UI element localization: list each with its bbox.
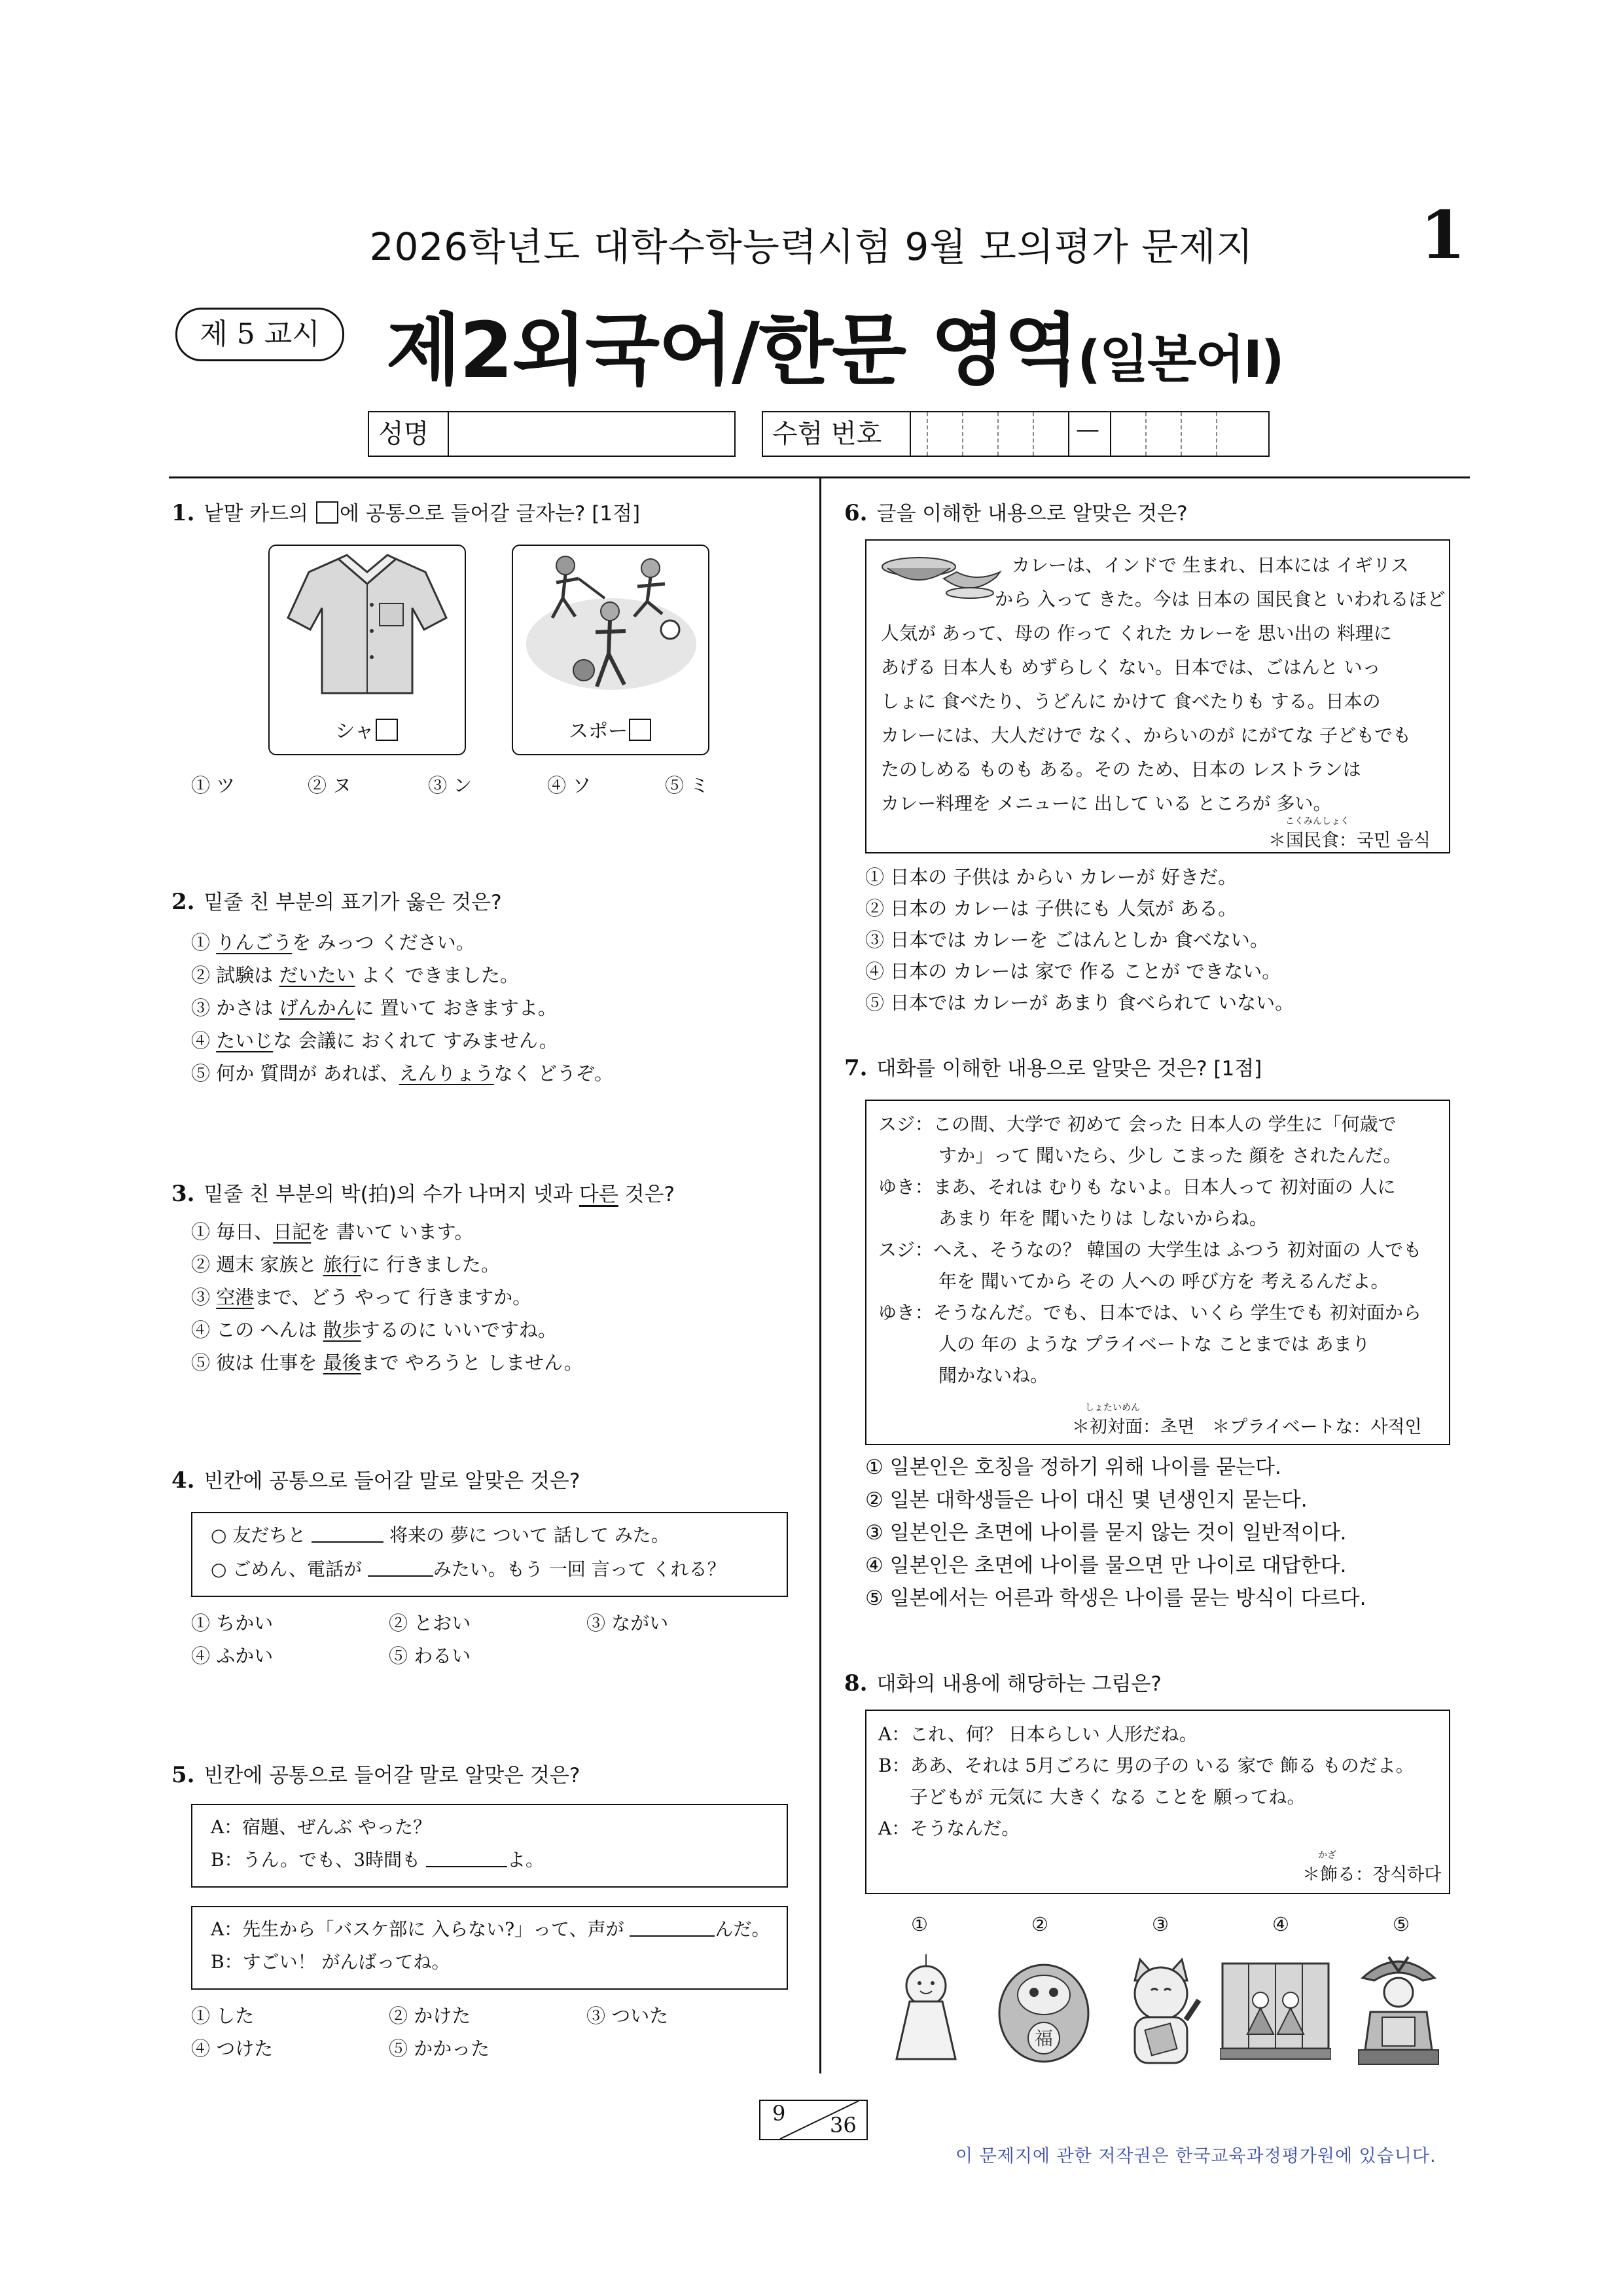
q2-option-2[interactable] (191, 962, 519, 988)
daruma-icon[interactable] (995, 1954, 1093, 2066)
footnote: ＊初対面：초면 ＊プライベートな：사적인 (1072, 1417, 1422, 1437)
dialogue-text: 聞かないね。 (938, 1365, 1049, 1386)
option-text: を みっつ ください。 (292, 931, 475, 954)
question-number: 1. (171, 500, 195, 526)
page-total: 36 (830, 2113, 857, 2138)
context-text: みたい。もう 一回 言って くれる？ (433, 1558, 726, 1580)
question-8 (844, 1669, 1162, 1698)
dialogue-text: まあ、それは むりも ないよ。日本人って 初対面の 人に (933, 1176, 1396, 1198)
underlined-text: だいたい (279, 964, 355, 986)
q3-option-5[interactable] (191, 1350, 583, 1376)
q5-option-1[interactable]: ① した (191, 2005, 255, 2027)
option-text: よく できました。 (355, 964, 519, 986)
answer-blank (312, 1541, 383, 1543)
number-cell (962, 412, 963, 456)
option-text: ② 週末 家族と (191, 1253, 323, 1276)
context-text: B：すごい！ がんばってね。 (211, 1951, 450, 1973)
q1-option-2[interactable]: ② ヌ (308, 774, 352, 797)
context-text: よ。 (507, 1849, 544, 1871)
q3-option-2[interactable] (191, 1251, 500, 1278)
q6-option-1[interactable]: ① 日本の 子供は からい カレーが 好きだ。 (865, 866, 1238, 888)
option-text: に 置いて おきますよ。 (355, 997, 557, 1019)
q5-option-2[interactable]: ② かけた (389, 2005, 471, 2027)
number-cell (1110, 412, 1111, 456)
ruby-text: しょたいめん (1085, 1403, 1140, 1413)
question-prompt: 밑줄 친 부분의 박(拍)의 수가 나머지 넷과 (204, 1183, 579, 1206)
passage-line: から 入って きた。今は 日本の 国民食と いわれるほど (995, 588, 1446, 610)
q4-context-box (191, 1512, 788, 1597)
underlined-text: 散歩 (323, 1319, 361, 1341)
footnote: ＊国民食：국민 음식 (1268, 831, 1431, 851)
option-text: ④ この へんは (191, 1319, 323, 1341)
context-text: A：宿題、ぜんぶ やった？ (211, 1816, 432, 1838)
underlined-text: 旅行 (323, 1253, 361, 1276)
option-text: ③ (191, 1286, 217, 1308)
number-cell (1033, 412, 1034, 456)
passage-line: あげる 日本人も めずらしく ない。日本では、ごはんと いっ (881, 656, 1381, 678)
question-7 (844, 1054, 1262, 1083)
ruby-text: かざ (1318, 1850, 1336, 1861)
daruma-character: 福 (1034, 2028, 1054, 2049)
option-text: まで やろうと しません。 (361, 1352, 583, 1374)
passage-line: カレーは、インドで 生まれ、日本には イギリス (1012, 554, 1409, 576)
question-number: 7. (844, 1055, 868, 1081)
option-text: に 行きました。 (361, 1253, 500, 1276)
number-cell (997, 412, 999, 456)
underlined-text: たいじ (216, 1030, 274, 1052)
question-number: 3. (171, 1181, 195, 1207)
q4-option-4[interactable]: ④ ふかい (191, 1645, 274, 1667)
dialogue-text: そうなんだ。でも、日本では、いくら 学生でも 初対面から (933, 1302, 1421, 1323)
speaker: A： (878, 1818, 910, 1839)
dialogue-text: へえ、そうなの？ 韓国の 大学生は ふつう 初対面の 人でも (933, 1239, 1422, 1261)
q6-option-5[interactable]: ⑤ 日本では カレーが あまり 食べられて いない。 (865, 992, 1294, 1014)
name-field[interactable] (368, 411, 736, 457)
sports-players-icon (513, 546, 708, 709)
number-cell (1068, 412, 1069, 456)
q7-option-2[interactable]: ② 일본 대학생들은 나이 대신 몇 년생인지 묻는다. (865, 1488, 1308, 1512)
exam-number-label: 수험 번호 (763, 412, 911, 456)
speaker: A： (878, 1723, 910, 1745)
option-text: ④ (191, 1030, 217, 1052)
speaker: ゆき： (878, 1302, 934, 1323)
samurai-doll-icon[interactable] (1349, 1952, 1448, 2068)
q8-choice-label: ① (911, 1913, 928, 1935)
teru-teru-bozu-icon[interactable] (883, 1954, 969, 2066)
q1-option-3[interactable]: ③ ン (428, 774, 473, 797)
number-cell (927, 412, 928, 456)
dialogue-text: 子どもが 元気に 大きく なる ことを 願ってね。 (910, 1786, 1306, 1808)
ruby-text: こくみんしょく (1285, 816, 1349, 827)
number-cell (1145, 412, 1147, 456)
question-6 (844, 499, 1188, 528)
question-number: 2. (171, 889, 195, 915)
subject-main: 제2외국어/한문 영역 (386, 305, 1078, 395)
question-prompt: 빈칸에 공통으로 들어갈 말로 알맞은 것은? (204, 1469, 580, 1493)
q5-context-box-2 (191, 1906, 788, 1990)
dialogue-text: すか」って 聞いたら、少し こまった 顔を されたんだ。 (938, 1145, 1402, 1166)
option-text: ⑤ 何か 質問が あれば、 (191, 1062, 399, 1085)
q7-dialogue-box (865, 1100, 1450, 1445)
option-text: ② 試験は (191, 964, 279, 986)
question-number: 4. (171, 1467, 195, 1494)
q4-option-5[interactable]: ⑤ わるい (389, 1645, 471, 1667)
dialogue-text: ああ、それは 5月ごろに 男の子の いる 家で 飾る ものだよ。 (910, 1755, 1414, 1776)
column-divider (819, 476, 821, 2073)
page-number: 9 (772, 2101, 786, 2126)
context-text: んだ。 (715, 1918, 770, 1940)
shirt-icon (270, 546, 465, 709)
passage-line: 人気が あって、母の 作って くれた カレーを 思い出の 料理に (881, 622, 1392, 644)
dialogue-text: これ、何？ 日本らしい 人形だね。 (910, 1723, 1198, 1745)
context-text: ○ 友だちと (211, 1524, 306, 1546)
question-prompt: 것은? (618, 1183, 675, 1206)
context-text: B：うん。でも、3時間も (211, 1849, 421, 1871)
q2-option-4[interactable] (191, 1028, 558, 1054)
card-label: シャ (335, 720, 374, 743)
q8-choice-label: ③ (1152, 1913, 1169, 1935)
q8-choice-label: ⑤ (1393, 1913, 1410, 1935)
number-cell (1181, 412, 1182, 456)
answer-blank (426, 1866, 507, 1867)
word-card-sports (512, 545, 709, 755)
name-label: 성명 (369, 412, 449, 456)
q3-option-3[interactable] (191, 1284, 531, 1310)
blank-square-icon (376, 719, 398, 741)
q2-option-3[interactable] (191, 995, 557, 1021)
q5-option-5[interactable]: ⑤ かかった (389, 2037, 490, 2060)
q2-option-1[interactable] (191, 929, 475, 956)
q7-option-4[interactable]: ④ 일본인은 초면에 나이를 물으면 만 나이로 대답한다. (865, 1554, 1347, 1577)
option-text: を 書いて います。 (311, 1221, 474, 1243)
question-prompt: 대화의 내용에 해당하는 그림은? (876, 1672, 1162, 1696)
q5-option-3[interactable]: ③ ついた (586, 2005, 669, 2027)
answer-blank (368, 1575, 433, 1577)
underlined-text: 日記 (273, 1221, 312, 1243)
question-4 (171, 1466, 580, 1496)
speaker: B： (878, 1755, 910, 1776)
exam-number-field[interactable] (762, 411, 1270, 457)
maneki-neko-icon[interactable] (1115, 1954, 1207, 2066)
passage-line: カレーには、大人だけで なく、からいのが にがてな 子どもでも (881, 725, 1412, 746)
q1-option-5[interactable]: ⑤ ミ (665, 774, 709, 797)
q8-choice-label: ④ (1272, 1913, 1289, 1935)
blank-square-icon (316, 501, 338, 524)
hina-dolls-icon[interactable] (1220, 1957, 1331, 2062)
q7-option-1[interactable]: ① 일본인은 호칭을 정하기 위해 나이를 묻는다. (865, 1456, 1281, 1479)
question-prompt: 에 공통으로 들어갈 글자는? [1점] (339, 502, 641, 526)
q4-option-2[interactable]: ② とおい (389, 1612, 471, 1634)
underlined-text: 空港 (216, 1286, 255, 1308)
question-1 (171, 499, 640, 528)
passage-line: カレー料理を メニューに 出して いる ところが 多い。 (881, 793, 1332, 814)
question-prompt-emphasis: 다른 (579, 1183, 618, 1206)
q4-option-3[interactable]: ③ ながい (586, 1612, 669, 1634)
speaker: スジ： (878, 1113, 934, 1135)
q6-option-2[interactable]: ② 日本の カレーは 子供にも 人気が ある。 (865, 897, 1238, 920)
dialogue-text: そうなんだ。 (910, 1818, 1020, 1839)
q6-option-4[interactable]: ④ 日本の カレーは 家で 作る ことが できない。 (865, 960, 1281, 982)
q8-choice-label: ② (1031, 1913, 1048, 1935)
question-prompt: 낱말 카드의 (204, 502, 309, 526)
q4-option-1[interactable]: ① ちかい (191, 1612, 274, 1634)
question-prompt: 빈칸에 공통으로 들어갈 말로 알맞은 것은? (204, 1764, 580, 1787)
exam-title: 2026학년도 대학수학능력시험 9월 모의평가 문제지 (369, 224, 1254, 269)
option-text: な 会議に おくれて すみません。 (273, 1030, 558, 1052)
context-text: 将来の 夢に ついて 話して みた。 (389, 1524, 669, 1546)
dialogue-text: あまり 年を 聞いたりは しないからね。 (938, 1208, 1268, 1229)
speaker: スジ： (878, 1239, 934, 1261)
number-dash: — (1076, 416, 1099, 443)
word-card-shirt (268, 545, 466, 755)
option-text: ① (191, 931, 217, 954)
q8-dialogue-box (865, 1710, 1450, 1894)
number-cell (1216, 412, 1217, 456)
dialogue-text: 人の 年の ような プライベートな ことまでは あまり (938, 1333, 1370, 1355)
question-3 (171, 1179, 675, 1209)
context-text: ○ ごめん、電話が (211, 1558, 363, 1580)
q6-option-3[interactable]: ③ 日本では カレーを ごはんとしか 食べない。 (865, 929, 1269, 951)
option-text: ③ かさは (191, 997, 279, 1019)
question-prompt: 밑줄 친 부분의 표기가 옳은 것은? (204, 891, 502, 914)
card-label: スポー (569, 720, 628, 743)
q1-option-4[interactable]: ④ ソ (547, 774, 592, 797)
q1-option-1[interactable]: ① ツ (191, 774, 236, 797)
underlined-text: げんかん (279, 997, 355, 1019)
option-text: するのに いいですね。 (361, 1319, 557, 1341)
q5-option-4[interactable]: ④ つけた (191, 2037, 274, 2060)
question-5 (171, 1761, 580, 1790)
copyright-notice: 이 문제지에 관한 저작권은 한국교육과정평가원에 있습니다. (955, 2146, 1436, 2166)
footnote: ＊飾る：장식하다 (1302, 1865, 1442, 1885)
underlined-text: えんりょう (399, 1062, 494, 1085)
passage-line: しょに 食べたり、うどんに かけて 食べたりも する。日本の (881, 691, 1381, 712)
dialogue-text: 年を 聞いてから その 人への 呼び方を 考えるんだよ。 (938, 1270, 1389, 1292)
question-prompt: 글을 이해한 내용으로 알맞은 것은? (876, 502, 1188, 526)
underlined-text: 最後 (323, 1352, 361, 1374)
curry-gravy-boat-icon (878, 552, 1003, 601)
speaker: ゆき： (878, 1176, 934, 1198)
q7-option-3[interactable]: ③ 일본인은 초면에 나이를 묻지 않는 것이 일반적이다. (865, 1521, 1347, 1545)
blank-square-icon (629, 719, 651, 741)
q6-passage-box (865, 539, 1450, 853)
option-text: ① 毎日、 (191, 1221, 274, 1243)
question-number: 5. (171, 1762, 195, 1788)
subject-sub: (일본어Ⅰ) (1077, 331, 1283, 389)
page-mark: 1 (1420, 196, 1466, 274)
option-text: ⑤ 彼は 仕事を (191, 1352, 323, 1374)
q7-option-5[interactable]: ⑤ 일본에서는 어른과 학생은 나이를 묻는 방식이 다르다. (865, 1587, 1366, 1610)
option-text: なく どうぞ。 (493, 1062, 614, 1085)
period-badge: 제 5 교시 (175, 308, 344, 361)
subject-title (386, 288, 1283, 399)
answer-blank (630, 1935, 715, 1937)
q3-option-4[interactable] (191, 1317, 557, 1343)
question-2 (171, 888, 502, 917)
dialogue-text: この間、大学で 初めて 会った 日本人の 学生に「何歳で (933, 1113, 1397, 1135)
question-number: 8. (844, 1670, 868, 1696)
question-number: 6. (844, 500, 868, 526)
question-prompt: 대화를 이해한 내용으로 알맞은 것은? [1점] (876, 1057, 1262, 1081)
option-text: まで、どう やって 行きますか。 (254, 1286, 532, 1308)
context-text: A：先生から「バスケ部に 入らない?」って、声が (211, 1918, 624, 1940)
q2-option-5[interactable] (191, 1060, 613, 1086)
q5-context-box-1 (191, 1804, 788, 1888)
q3-option-1[interactable] (191, 1219, 473, 1245)
passage-line: たのしめる ものも ある。その ため、日本の レストランは (881, 759, 1361, 780)
underlined-text: りんごう (216, 931, 293, 954)
